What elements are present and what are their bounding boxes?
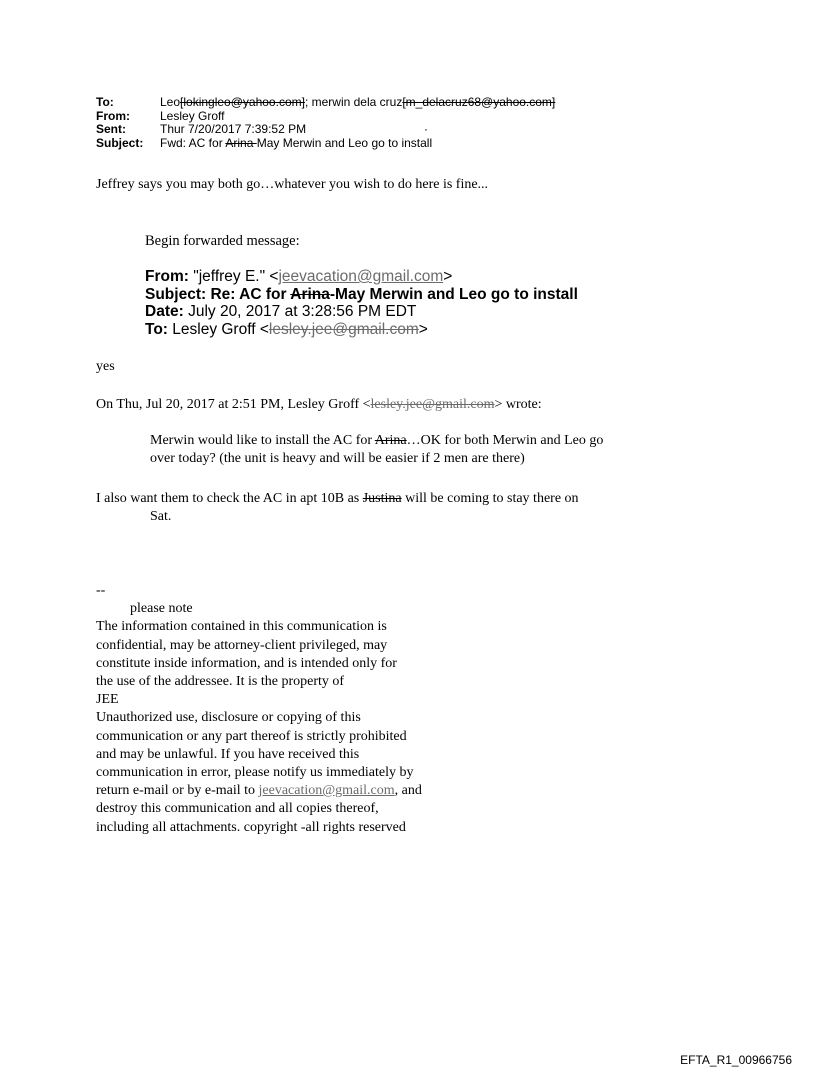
quote-intro-post: > wrote: xyxy=(494,397,542,412)
to-label: To: xyxy=(96,95,114,109)
quote-intro xyxy=(96,396,542,414)
also-line-2: Sat. xyxy=(150,509,172,524)
forwarded-begin: Begin forwarded message: xyxy=(145,233,300,249)
email-header xyxy=(96,96,555,150)
to-name-merwin: ; merwin dela cruz xyxy=(304,95,403,109)
header-sent-row xyxy=(96,123,555,137)
forwarded-from-label: From: xyxy=(145,268,189,285)
header-to-row xyxy=(96,96,555,110)
subject-text-post: May Merwin and Leo go to install xyxy=(256,135,433,150)
disclaimer-email-link[interactable]: jeevacation@gmail.com xyxy=(258,783,395,799)
quoted-line-2: over today? (the unit is heavy and will be easier if 2 men are there) xyxy=(150,451,525,466)
disclaimer-return-pre: return e-mail or by e-mail to xyxy=(96,783,259,799)
quoted-line-1 xyxy=(150,432,603,450)
disclaimer-line: and may be unlawful. If you have received this xyxy=(96,746,360,762)
also-redacted-name: Justina xyxy=(362,491,402,506)
subject-text-pre: Fwd: AC for xyxy=(160,135,226,150)
disclaimer-line: communication in error, please notify us immediately by xyxy=(96,765,414,781)
forwarded-to-row xyxy=(145,321,578,339)
forwarded-subject-text: -May Merwin and Leo go to install xyxy=(329,285,578,303)
header-from-row xyxy=(96,110,555,124)
also-post: will be coming to stay there on xyxy=(401,491,579,506)
quoted-message xyxy=(150,432,603,468)
quote-intro-pre: On Thu, Jul 20, 2017 at 2:51 PM, Lesley Groff < xyxy=(96,397,371,412)
stray-dot: · xyxy=(424,122,428,136)
forwarded-header xyxy=(145,268,578,338)
forwarded-to-close: > xyxy=(418,320,428,338)
to-value xyxy=(160,96,555,110)
signature-block xyxy=(96,582,422,837)
subject-redacted-name: Arina xyxy=(225,135,257,150)
subject-value xyxy=(160,137,432,151)
disclaimer-line: confidential, may be attorney-client privileged, may xyxy=(96,637,388,653)
disclaimer-line: the use of the addressee. It is the property of xyxy=(96,674,345,690)
intro-line: Jeffrey says you may both go…whatever you wish to do here is fine... xyxy=(96,177,489,192)
disclaimer-line: constitute inside information, and is intended only for xyxy=(96,655,397,671)
forwarded-from-email-link[interactable]: jeevacation@gmail.com xyxy=(278,268,444,285)
also-pre: I also want them to check the AC in apt 10B as xyxy=(96,491,363,506)
disclaimer-return-post: , and xyxy=(394,783,422,799)
disclaimer-line: Unauthorized use, disclosure or copying of this xyxy=(96,710,361,726)
forwarded-date-label: Date: xyxy=(145,303,184,320)
signature-note: please note xyxy=(130,601,193,617)
disclaimer-line: The information contained in this communication is xyxy=(96,619,387,635)
sent-value: Thur 7/20/2017 7:39:52 PM xyxy=(160,122,307,136)
reply-text: yes xyxy=(96,359,115,374)
forwarded-subject-redacted: Arina xyxy=(290,285,330,303)
forwarded-subject-row xyxy=(145,286,578,304)
header-subject-row xyxy=(96,137,555,151)
disclaimer-line: destroy this communication and all copies thereof, xyxy=(96,801,379,817)
disclaimer-return-line xyxy=(96,782,422,800)
forwarded-from-row xyxy=(145,268,578,286)
forwarded-to-label: To: xyxy=(145,320,168,338)
redacted-email-merwin: [m_delacruz68@yahoo.com] xyxy=(402,95,556,109)
to-name-leo: Leo xyxy=(160,95,181,109)
document-id: EFTA_R1_00966756 xyxy=(680,1053,792,1067)
forwarded-subject-label: Subject: Re: AC for xyxy=(145,285,291,303)
forwarded-date-value: July 20, 2017 at 3:28:56 PM EDT xyxy=(183,303,417,320)
quoted-line-1-post: …OK for both Merwin and Leo go xyxy=(406,433,604,448)
quoted-redacted-name: Arina xyxy=(374,433,407,448)
from-value: Lesley Groff xyxy=(160,108,225,123)
forwarded-date-row xyxy=(145,303,578,321)
quoted-line-1-pre: Merwin would like to install the AC for xyxy=(150,433,375,448)
forwarded-from-name: "jeffrey E." < xyxy=(188,268,279,285)
sent-label: Sent: xyxy=(96,122,126,136)
forwarded-to-name: Lesley Groff < xyxy=(167,320,269,338)
quote-intro-email-link[interactable]: lesley.jee@gmail.com xyxy=(370,397,495,412)
forwarded-to-email-link[interactable]: lesley.jee@gmail.com xyxy=(268,320,419,338)
also-line-1 xyxy=(96,490,579,508)
signature-dashes: -- xyxy=(96,583,106,598)
subject-label: Subject: xyxy=(96,135,144,150)
disclaimer-line: communication or any part thereof is strictly prohibited xyxy=(96,728,407,744)
disclaimer-line: including all attachments. copyright -all rights reserved xyxy=(96,819,406,835)
disclaimer-line: JEE xyxy=(96,692,119,708)
redacted-email-leo: [lokingleo@yahoo.com] xyxy=(180,95,305,109)
from-label: From: xyxy=(96,108,130,123)
forwarded-from-close: > xyxy=(443,268,453,285)
